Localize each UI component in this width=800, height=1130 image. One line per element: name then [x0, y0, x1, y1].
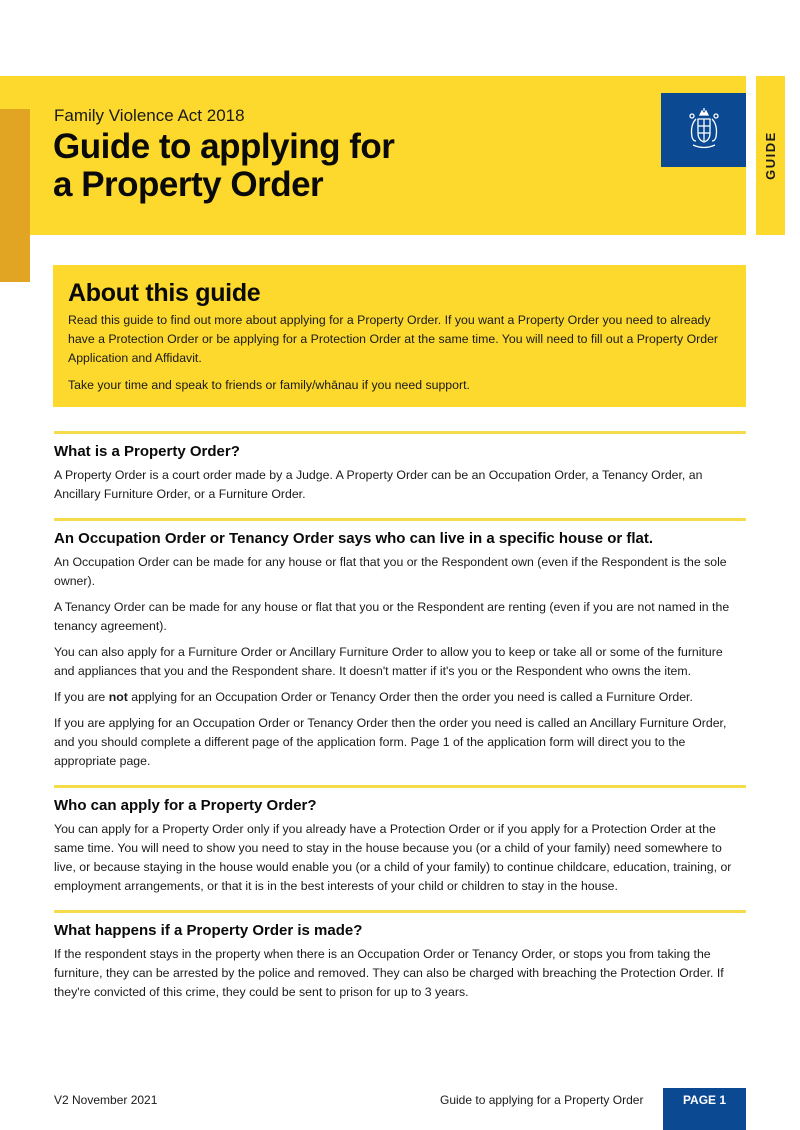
section-paragraph: If the respondent stays in the property when there is an Occupation Order or Tenancy Order, or stops you from taking the furniture, they can be arrested by the police and removed. They can also be charged with breaching the Protection Order. If they're convicted of this crime, they could be sent to prison for up to 3 years. — [54, 947, 724, 999]
section-divider — [54, 518, 746, 521]
section-divider — [54, 431, 746, 434]
section-divider — [54, 910, 746, 913]
section-heading: What is a Property Order? — [54, 443, 240, 460]
section-heading: An Occupation Order or Tenancy Order says who can live in a specific house or flat. — [54, 530, 654, 547]
section-paragraph: A Property Order is a court order made by a Judge. A Property Order can be an Occupation Order, a Tenancy Order, an Ancillary Furniture Order, or a Furniture Order. — [54, 468, 703, 501]
page-title: Guide to applying for a Property Order — [53, 127, 395, 204]
about-paragraph: Take your time and speak to friends or family/whānau if you need support. — [68, 378, 470, 392]
about-heading: About this guide — [68, 279, 261, 307]
section-paragraph: You can also apply for a Furniture Order or Ancillary Furniture Order to allow you to keep or take all or some of the furniture and appliances that you and the Respondent share. It doesn't matter if it's you or the Respondent who owns the item. — [54, 645, 723, 678]
section-paragraph: A Tenancy Order can be made for any house or flat that you or the Respondent are renting (even if you are not named in the tenancy agreement). — [54, 600, 730, 633]
section-divider — [54, 785, 746, 788]
section-what-happens — [54, 910, 746, 1009]
section-heading: Who can apply for a Property Order? — [54, 797, 317, 814]
guide-side-label: GUIDE — [763, 131, 779, 180]
section-heading: What happens if a Property Order is made? — [54, 922, 363, 939]
crest-logo — [661, 93, 746, 167]
section-occupation-tenancy — [54, 518, 746, 778]
section-paragraph: You can apply for a Property Order only if you already have a Protection Order or if you apply for a Protection Order at the same time. You will need to show you need to stay in the house because you (or a child of your family) need somewhere to live, or because staying in the house would enable you (or a child of your family) to continue childcare, education, training, or employment arrangements, or that it is in the best interests of your child or children to stay in the house. — [54, 822, 732, 893]
section-paragraph: If you are applying for an Occupation Order or Tenancy Order then the order you need is called an Ancillary Furniture Order, and you should complete a different page of the application form. Page 1 of the application form will direct you to the appropriate page. — [54, 716, 727, 768]
about-box — [53, 265, 746, 407]
nz-coat-of-arms-icon — [684, 107, 724, 153]
section-who-can-apply — [54, 785, 746, 903]
act-name: Family Violence Act 2018 — [54, 106, 245, 125]
about-paragraph: Read this guide to find out more about applying for a Property Order. If you want a Property Order you need to already have a Protection Order or be applying for a Protection Order at the same time. You will need to fill out a Property Order Application and Affidavit. — [68, 313, 719, 365]
footer-version: V2 November 2021 — [54, 1093, 158, 1107]
section-what-is — [54, 431, 746, 511]
page-number-badge: PAGE 1 — [663, 1088, 746, 1130]
footer-doc-title: Guide to applying for a Property Order — [440, 1093, 644, 1107]
orange-accent-strip — [0, 109, 30, 282]
section-paragraph: An Occupation Order can be made for any house or flat that you or the Respondent own (even if the Respondent is the sole owner). — [54, 555, 727, 588]
section-paragraph: If you are not applying for an Occupation Order or Tenancy Order then the order you need is called a Furniture Order. — [54, 690, 693, 704]
